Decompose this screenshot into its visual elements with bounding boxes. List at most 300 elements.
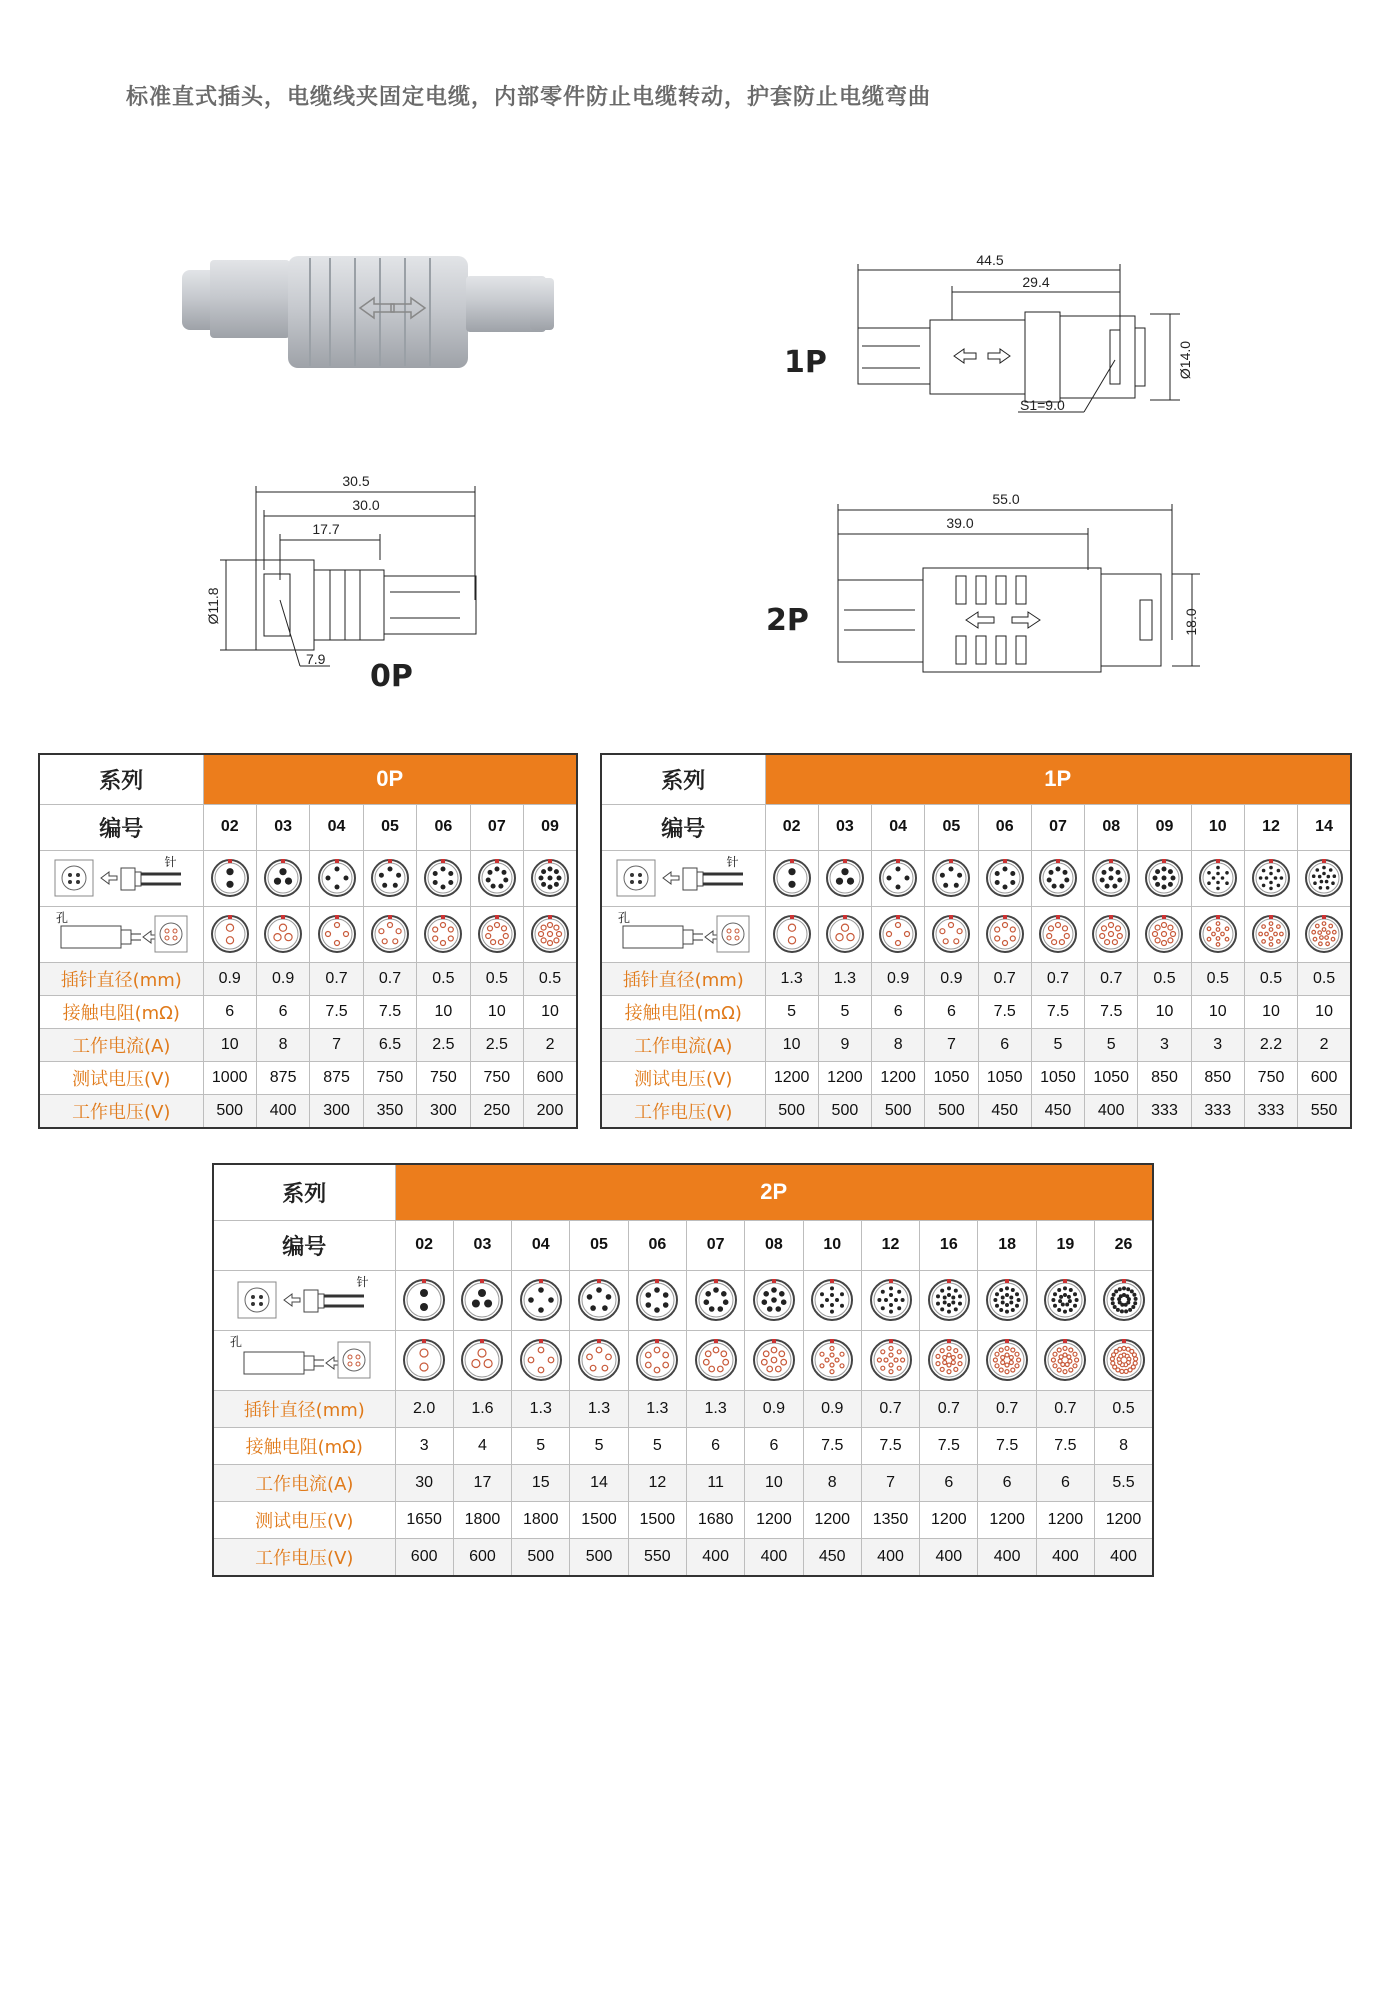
value-cell: 1.3 xyxy=(570,1391,628,1428)
pin-layout-icon xyxy=(920,1270,978,1330)
property-label: 接触电阻(mΩ) xyxy=(601,996,765,1029)
value-cell: 1.3 xyxy=(512,1391,570,1428)
value-cell: 0.5 xyxy=(1298,963,1351,996)
code-cell: 07 xyxy=(470,804,523,850)
pin-legend-label: 针 xyxy=(356,1274,369,1289)
value-cell: 7 xyxy=(925,1029,978,1062)
dim-0p-d: Ø11.8 xyxy=(205,587,221,625)
value-cell: 1200 xyxy=(765,1062,818,1095)
value-cell: 400 xyxy=(861,1539,919,1576)
value-cell: 6 xyxy=(920,1465,978,1502)
value-cell: 7.5 xyxy=(363,996,416,1029)
code-cell: 03 xyxy=(453,1220,511,1270)
dim-0p-c: 17.7 xyxy=(312,521,340,537)
code-cell: 04 xyxy=(872,804,925,850)
value-cell: 875 xyxy=(256,1062,309,1095)
value-cell: 1200 xyxy=(1095,1502,1153,1539)
value-cell: 1200 xyxy=(818,1062,871,1095)
value-cell: 1050 xyxy=(1031,1062,1084,1095)
value-cell: 8 xyxy=(256,1029,309,1062)
code-cell: 16 xyxy=(920,1220,978,1270)
value-cell: 7.5 xyxy=(1085,996,1138,1029)
socket-layout-icon xyxy=(686,1330,744,1390)
value-cell: 8 xyxy=(1095,1428,1153,1465)
socket-layout-icon xyxy=(978,906,1031,962)
socket-layout-icon xyxy=(1036,1330,1094,1390)
value-cell: 11 xyxy=(686,1465,744,1502)
value-cell: 0.7 xyxy=(1031,963,1084,996)
value-cell: 7.5 xyxy=(1031,996,1084,1029)
value-cell: 0.7 xyxy=(920,1391,978,1428)
value-cell: 1500 xyxy=(628,1502,686,1539)
pin-layout-icon xyxy=(978,1270,1036,1330)
value-cell: 7.5 xyxy=(978,996,1031,1029)
value-cell: 0.5 xyxy=(1191,963,1244,996)
code-cell: 02 xyxy=(395,1220,453,1270)
value-cell: 750 xyxy=(363,1062,416,1095)
socket-layout-icon xyxy=(1298,906,1351,962)
value-cell: 0.5 xyxy=(1095,1391,1153,1428)
value-cell: 250 xyxy=(470,1095,523,1128)
value-cell: 5 xyxy=(1085,1029,1138,1062)
dim-1p-a: 44.5 xyxy=(976,252,1004,268)
socket-layout-icon xyxy=(818,906,871,962)
value-cell: 1.6 xyxy=(453,1391,511,1428)
value-cell: 0.7 xyxy=(978,963,1031,996)
pin-layout-icon xyxy=(1036,1270,1094,1330)
value-cell: 300 xyxy=(310,1095,363,1128)
socket-layout-icon xyxy=(470,906,523,962)
value-cell: 1200 xyxy=(872,1062,925,1095)
socket-layout-icon xyxy=(745,1330,803,1390)
value-cell: 1.3 xyxy=(686,1391,744,1428)
socket-layout-icon xyxy=(920,1330,978,1390)
pin-layout-icon xyxy=(1095,1270,1153,1330)
value-cell: 600 xyxy=(1298,1062,1351,1095)
value-cell: 1200 xyxy=(803,1502,861,1539)
socket-layout-icon xyxy=(1085,906,1138,962)
pin-legend xyxy=(601,850,765,906)
socket-layout-icon xyxy=(310,906,363,962)
value-cell: 1800 xyxy=(453,1502,511,1539)
drawing-0p xyxy=(200,470,500,700)
value-cell: 0.9 xyxy=(745,1391,803,1428)
code-cell: 06 xyxy=(417,804,470,850)
dim-2p-b: 39.0 xyxy=(946,515,974,531)
value-cell: 10 xyxy=(203,1029,256,1062)
property-label: 测试电压(V) xyxy=(601,1062,765,1095)
code-cell: 07 xyxy=(686,1220,744,1270)
spec-table-1p xyxy=(600,753,1352,1129)
socket-legend xyxy=(601,906,765,962)
socket-legend xyxy=(213,1330,395,1390)
value-cell: 550 xyxy=(1298,1095,1351,1128)
pin-layout-icon xyxy=(1138,850,1191,906)
pin-layout-icon xyxy=(818,850,871,906)
pin-legend xyxy=(39,850,203,906)
code-cell: 14 xyxy=(1298,804,1351,850)
socket-layout-icon xyxy=(872,906,925,962)
series-label: 系列 xyxy=(39,754,203,804)
property-label: 工作电压(V) xyxy=(213,1539,395,1576)
property-label: 工作电流(A) xyxy=(39,1029,203,1062)
value-cell: 1200 xyxy=(978,1502,1036,1539)
value-cell: 5 xyxy=(765,996,818,1029)
property-label: 测试电压(V) xyxy=(213,1502,395,1539)
dim-0p-e: 7.9 xyxy=(306,651,326,667)
value-cell: 1050 xyxy=(925,1062,978,1095)
value-cell: 6 xyxy=(978,1465,1036,1502)
pin-layout-icon xyxy=(417,850,470,906)
socket-layout-icon xyxy=(861,1330,919,1390)
value-cell: 0.7 xyxy=(861,1391,919,1428)
dim-1p-d: S1=9.0 xyxy=(1020,397,1065,413)
spec-table-0p xyxy=(38,753,578,1129)
value-cell: 5.5 xyxy=(1095,1465,1153,1502)
socket-layout-icon xyxy=(925,906,978,962)
value-cell: 6 xyxy=(203,996,256,1029)
code-cell: 06 xyxy=(628,1220,686,1270)
property-label: 工作电压(V) xyxy=(39,1095,203,1128)
series-name: 0P xyxy=(203,754,577,804)
value-cell: 0.7 xyxy=(1085,963,1138,996)
value-cell: 15 xyxy=(512,1465,570,1502)
value-cell: 333 xyxy=(1244,1095,1297,1128)
value-cell: 2 xyxy=(1298,1029,1351,1062)
value-cell: 0.5 xyxy=(417,963,470,996)
code-label: 编号 xyxy=(39,804,203,850)
pin-layout-icon xyxy=(1191,850,1244,906)
socket-layout-icon xyxy=(1138,906,1191,962)
value-cell: 7.5 xyxy=(1036,1428,1094,1465)
code-label: 编号 xyxy=(601,804,765,850)
value-cell: 3 xyxy=(1191,1029,1244,1062)
value-cell: 333 xyxy=(1138,1095,1191,1128)
property-label: 接触电阻(mΩ) xyxy=(39,996,203,1029)
value-cell: 7 xyxy=(861,1465,919,1502)
property-label: 接触电阻(mΩ) xyxy=(213,1428,395,1465)
value-cell: 10 xyxy=(1298,996,1351,1029)
drawing-1p-label: 1P xyxy=(784,345,827,380)
value-cell: 0.5 xyxy=(1138,963,1191,996)
value-cell: 400 xyxy=(256,1095,309,1128)
value-cell: 400 xyxy=(1095,1539,1153,1576)
value-cell: 0.7 xyxy=(978,1391,1036,1428)
value-cell: 5 xyxy=(818,996,871,1029)
value-cell: 6 xyxy=(872,996,925,1029)
pin-layout-icon xyxy=(686,1270,744,1330)
socket-layout-icon xyxy=(203,906,256,962)
value-cell: 500 xyxy=(512,1539,570,1576)
code-cell: 04 xyxy=(512,1220,570,1270)
socket-layout-icon xyxy=(417,906,470,962)
value-cell: 1.3 xyxy=(765,963,818,996)
value-cell: 5 xyxy=(570,1428,628,1465)
value-cell: 0.9 xyxy=(256,963,309,996)
value-cell: 2.2 xyxy=(1244,1029,1297,1062)
value-cell: 3 xyxy=(1138,1029,1191,1062)
value-cell: 0.9 xyxy=(803,1391,861,1428)
code-cell: 26 xyxy=(1095,1220,1153,1270)
value-cell: 1.3 xyxy=(628,1391,686,1428)
code-cell: 12 xyxy=(861,1220,919,1270)
pin-layout-icon xyxy=(470,850,523,906)
value-cell: 1350 xyxy=(861,1502,919,1539)
value-cell: 2.0 xyxy=(395,1391,453,1428)
value-cell: 7.5 xyxy=(861,1428,919,1465)
property-label: 测试电压(V) xyxy=(39,1062,203,1095)
property-label: 工作电流(A) xyxy=(213,1465,395,1502)
value-cell: 850 xyxy=(1191,1062,1244,1095)
code-cell: 09 xyxy=(1138,804,1191,850)
pin-legend-label: 针 xyxy=(164,854,177,869)
socket-legend-label: 孔 xyxy=(618,910,631,925)
value-cell: 200 xyxy=(524,1095,577,1128)
value-cell: 500 xyxy=(872,1095,925,1128)
value-cell: 500 xyxy=(818,1095,871,1128)
value-cell: 0.5 xyxy=(470,963,523,996)
pin-layout-icon xyxy=(872,850,925,906)
pin-layout-icon xyxy=(570,1270,628,1330)
code-cell: 08 xyxy=(745,1220,803,1270)
pin-layout-icon xyxy=(203,850,256,906)
value-cell: 8 xyxy=(872,1029,925,1062)
value-cell: 7.5 xyxy=(803,1428,861,1465)
value-cell: 1500 xyxy=(570,1502,628,1539)
value-cell: 6 xyxy=(925,996,978,1029)
dim-2p-a: 55.0 xyxy=(992,491,1020,507)
socket-layout-icon xyxy=(1031,906,1084,962)
socket-layout-icon xyxy=(803,1330,861,1390)
value-cell: 1680 xyxy=(686,1502,744,1539)
spec-table-2p xyxy=(212,1163,1154,1577)
value-cell: 300 xyxy=(417,1095,470,1128)
code-cell: 07 xyxy=(1031,804,1084,850)
socket-layout-icon xyxy=(628,1330,686,1390)
value-cell: 7 xyxy=(310,1029,363,1062)
dim-0p-a: 30.5 xyxy=(342,473,370,489)
code-cell: 05 xyxy=(925,804,978,850)
pin-layout-icon xyxy=(765,850,818,906)
value-cell: 10 xyxy=(745,1465,803,1502)
code-cell: 03 xyxy=(256,804,309,850)
pin-layout-icon xyxy=(925,850,978,906)
series-label: 系列 xyxy=(601,754,765,804)
value-cell: 750 xyxy=(470,1062,523,1095)
pin-layout-icon xyxy=(861,1270,919,1330)
value-cell: 10 xyxy=(1191,996,1244,1029)
value-cell: 30 xyxy=(395,1465,453,1502)
value-cell: 6 xyxy=(745,1428,803,1465)
value-cell: 1.3 xyxy=(818,963,871,996)
code-cell: 02 xyxy=(203,804,256,850)
value-cell: 1050 xyxy=(978,1062,1031,1095)
pin-layout-icon xyxy=(978,850,1031,906)
series-label: 系列 xyxy=(213,1164,395,1220)
value-cell: 6 xyxy=(256,996,309,1029)
property-label: 工作电压(V) xyxy=(601,1095,765,1128)
value-cell: 7.5 xyxy=(920,1428,978,1465)
value-cell: 10 xyxy=(470,996,523,1029)
pin-layout-icon xyxy=(1085,850,1138,906)
value-cell: 5 xyxy=(628,1428,686,1465)
value-cell: 400 xyxy=(686,1539,744,1576)
value-cell: 750 xyxy=(1244,1062,1297,1095)
value-cell: 850 xyxy=(1138,1062,1191,1095)
value-cell: 500 xyxy=(203,1095,256,1128)
page-heading: 标准直式插头，电缆线夹固定电缆，内部零件防止电缆转动，护套防止电缆弯曲 xyxy=(126,85,932,110)
code-cell: 04 xyxy=(310,804,363,850)
value-cell: 600 xyxy=(524,1062,577,1095)
drawing-2p-label: 2P xyxy=(766,603,809,638)
value-cell: 2.5 xyxy=(470,1029,523,1062)
value-cell: 500 xyxy=(570,1539,628,1576)
socket-layout-icon xyxy=(1095,1330,1153,1390)
value-cell: 8 xyxy=(803,1465,861,1502)
value-cell: 0.9 xyxy=(203,963,256,996)
dim-2p-c: 18.0 xyxy=(1183,608,1199,636)
value-cell: 0.5 xyxy=(524,963,577,996)
pin-layout-icon xyxy=(628,1270,686,1330)
pin-layout-icon xyxy=(1031,850,1084,906)
code-cell: 10 xyxy=(803,1220,861,1270)
socket-layout-icon xyxy=(512,1330,570,1390)
socket-layout-icon xyxy=(524,906,577,962)
value-cell: 400 xyxy=(920,1539,978,1576)
drawing-1p xyxy=(770,250,1210,440)
socket-legend-label: 孔 xyxy=(56,910,69,925)
pin-layout-icon xyxy=(363,850,416,906)
pin-layout-icon xyxy=(1298,850,1351,906)
property-label: 插针直径(mm) xyxy=(213,1391,395,1428)
code-cell: 02 xyxy=(765,804,818,850)
code-cell: 10 xyxy=(1191,804,1244,850)
series-name: 1P xyxy=(765,754,1351,804)
value-cell: 1200 xyxy=(745,1502,803,1539)
value-cell: 1200 xyxy=(920,1502,978,1539)
socket-layout-icon xyxy=(453,1330,511,1390)
value-cell: 6 xyxy=(978,1029,1031,1062)
pin-layout-icon xyxy=(256,850,309,906)
value-cell: 550 xyxy=(628,1539,686,1576)
value-cell: 350 xyxy=(363,1095,416,1128)
value-cell: 1650 xyxy=(395,1502,453,1539)
socket-layout-icon xyxy=(363,906,416,962)
value-cell: 0.7 xyxy=(1036,1391,1094,1428)
code-cell: 09 xyxy=(524,804,577,850)
pin-layout-icon xyxy=(453,1270,511,1330)
value-cell: 2.5 xyxy=(417,1029,470,1062)
value-cell: 750 xyxy=(417,1062,470,1095)
socket-layout-icon xyxy=(256,906,309,962)
dim-1p-c: Ø14.0 xyxy=(1177,340,1193,380)
value-cell: 5 xyxy=(1031,1029,1084,1062)
value-cell: 7.5 xyxy=(310,996,363,1029)
connector-photo xyxy=(170,240,570,390)
pin-layout-icon xyxy=(395,1270,453,1330)
series-name: 2P xyxy=(395,1164,1153,1220)
socket-legend-label: 孔 xyxy=(230,1334,243,1349)
value-cell: 9 xyxy=(818,1029,871,1062)
value-cell: 10 xyxy=(1244,996,1297,1029)
value-cell: 6 xyxy=(686,1428,744,1465)
value-cell: 600 xyxy=(395,1539,453,1576)
value-cell: 400 xyxy=(745,1539,803,1576)
value-cell: 17 xyxy=(453,1465,511,1502)
drawing-2p xyxy=(760,480,1210,690)
value-cell: 500 xyxy=(765,1095,818,1128)
socket-layout-icon xyxy=(570,1330,628,1390)
value-cell: 1200 xyxy=(1036,1502,1094,1539)
value-cell: 500 xyxy=(925,1095,978,1128)
value-cell: 400 xyxy=(978,1539,1036,1576)
value-cell: 6 xyxy=(1036,1465,1094,1502)
property-label: 插针直径(mm) xyxy=(601,963,765,996)
pin-layout-icon xyxy=(745,1270,803,1330)
code-cell: 05 xyxy=(570,1220,628,1270)
dim-0p-b: 30.0 xyxy=(352,497,380,513)
value-cell: 5 xyxy=(512,1428,570,1465)
value-cell: 3 xyxy=(395,1428,453,1465)
value-cell: 10 xyxy=(765,1029,818,1062)
property-label: 插针直径(mm) xyxy=(39,963,203,996)
pin-layout-icon xyxy=(524,850,577,906)
socket-layout-icon xyxy=(978,1330,1036,1390)
pin-legend xyxy=(213,1270,395,1330)
value-cell: 0.7 xyxy=(363,963,416,996)
code-cell: 05 xyxy=(363,804,416,850)
socket-layout-icon xyxy=(1244,906,1297,962)
socket-layout-icon xyxy=(1191,906,1244,962)
drawing-0p-label: 0P xyxy=(370,659,413,694)
value-cell: 333 xyxy=(1191,1095,1244,1128)
value-cell: 450 xyxy=(803,1539,861,1576)
value-cell: 450 xyxy=(1031,1095,1084,1128)
code-cell: 12 xyxy=(1244,804,1297,850)
value-cell: 14 xyxy=(570,1465,628,1502)
code-cell: 08 xyxy=(1085,804,1138,850)
value-cell: 10 xyxy=(1138,996,1191,1029)
value-cell: 1800 xyxy=(512,1502,570,1539)
value-cell: 10 xyxy=(524,996,577,1029)
property-label: 工作电流(A) xyxy=(601,1029,765,1062)
value-cell: 400 xyxy=(1085,1095,1138,1128)
code-cell: 19 xyxy=(1036,1220,1094,1270)
value-cell: 1050 xyxy=(1085,1062,1138,1095)
value-cell: 0.9 xyxy=(872,963,925,996)
value-cell: 2 xyxy=(524,1029,577,1062)
socket-legend xyxy=(39,906,203,962)
dim-1p-b: 29.4 xyxy=(1022,274,1050,290)
code-cell: 06 xyxy=(978,804,1031,850)
value-cell: 7.5 xyxy=(978,1428,1036,1465)
socket-layout-icon xyxy=(765,906,818,962)
value-cell: 450 xyxy=(978,1095,1031,1128)
code-cell: 18 xyxy=(978,1220,1036,1270)
value-cell: 0.7 xyxy=(310,963,363,996)
value-cell: 10 xyxy=(417,996,470,1029)
socket-layout-icon xyxy=(395,1330,453,1390)
pin-layout-icon xyxy=(512,1270,570,1330)
pin-layout-icon xyxy=(803,1270,861,1330)
value-cell: 1000 xyxy=(203,1062,256,1095)
code-label: 编号 xyxy=(213,1220,395,1270)
code-cell: 03 xyxy=(818,804,871,850)
value-cell: 875 xyxy=(310,1062,363,1095)
value-cell: 0.5 xyxy=(1244,963,1297,996)
value-cell: 4 xyxy=(453,1428,511,1465)
pin-layout-icon xyxy=(1244,850,1297,906)
